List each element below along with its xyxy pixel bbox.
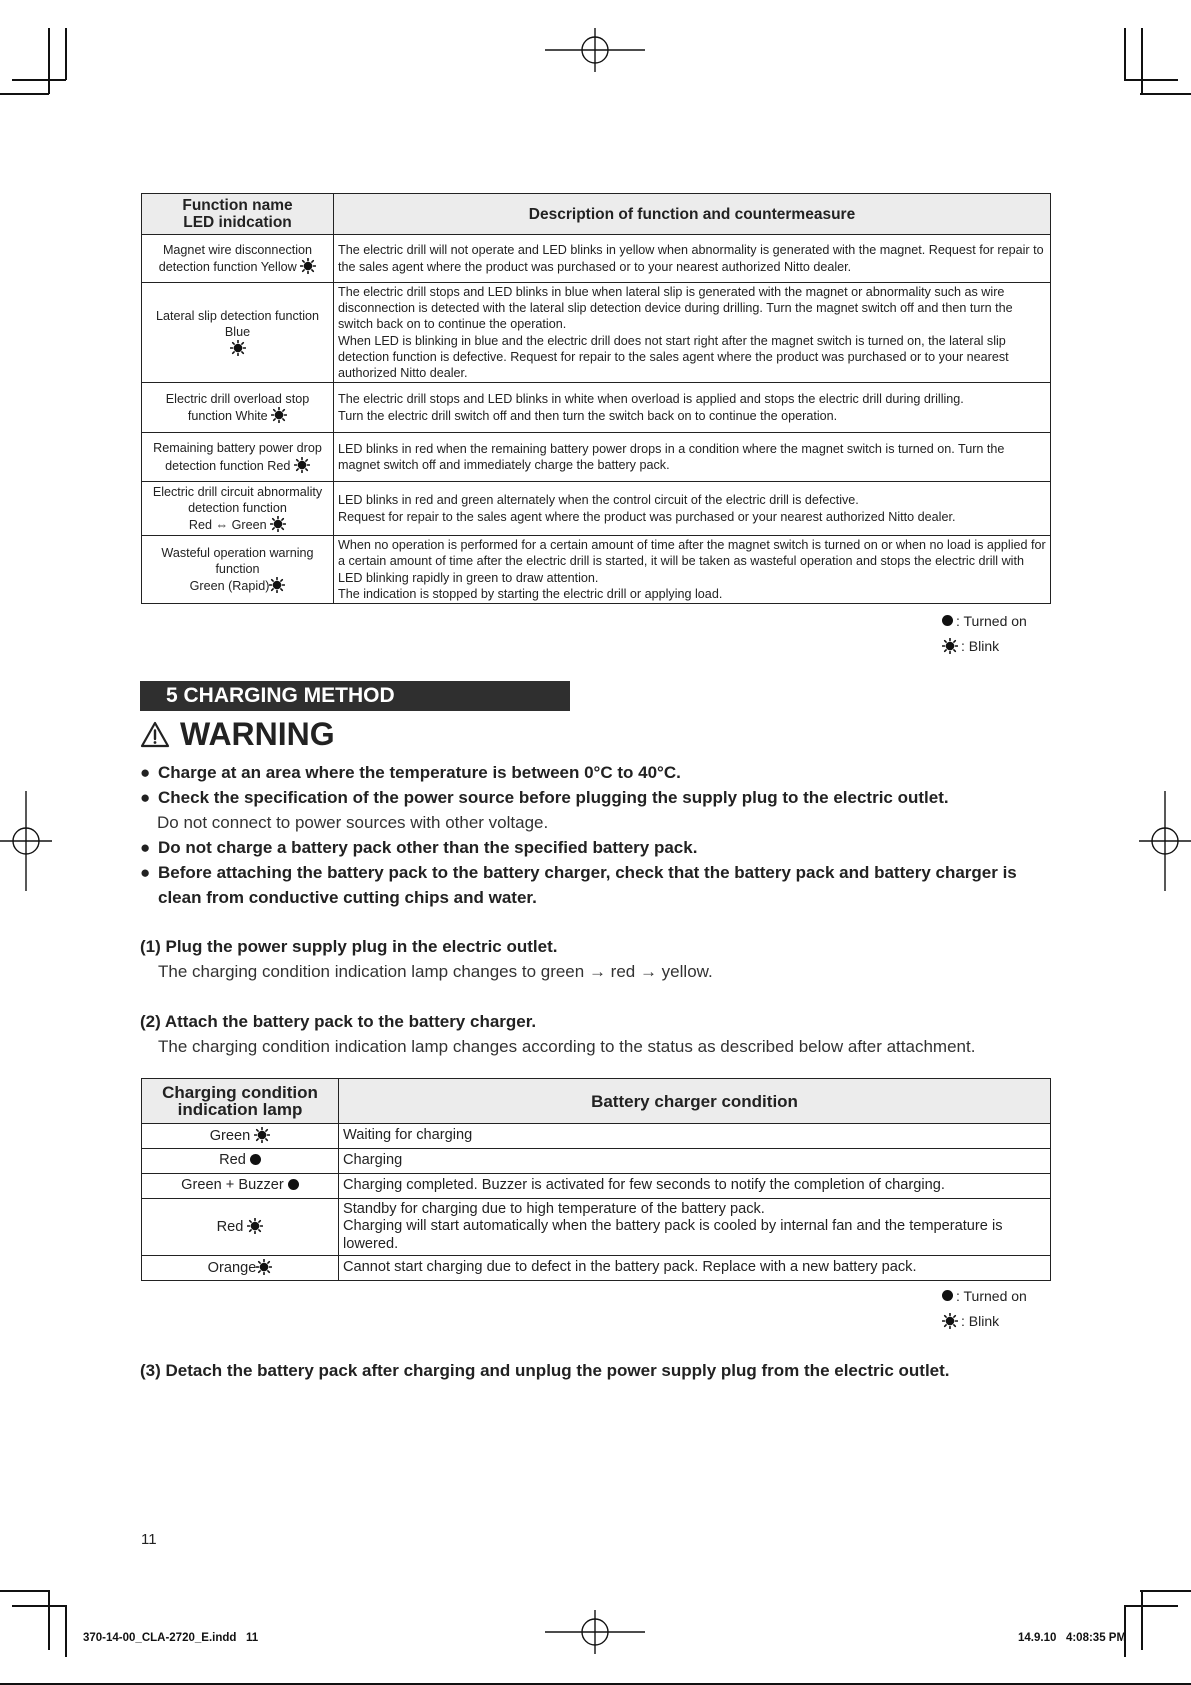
section-heading: 5 CHARGING METHOD bbox=[140, 681, 570, 711]
function-name-cell: Remaining battery power drop detection function Red bbox=[142, 433, 334, 482]
registration-mark-right bbox=[1139, 791, 1191, 891]
description-cell: The electric drill will not operate and LED blinks in yellow when abnormality is generated with the magnet. Request for repair to the sales agent where the product was purchased or to your nearest authorized Nitto dealer. bbox=[334, 235, 1051, 283]
table-row bbox=[142, 235, 1051, 283]
turned-on-icon bbox=[942, 615, 953, 626]
warning-bullet: ● Charge at an area where the temperature is between 0°C to 40°C. bbox=[140, 763, 681, 782]
table-row bbox=[142, 433, 1051, 482]
condition-cell: Waiting for charging bbox=[339, 1124, 1051, 1149]
blink-icon bbox=[254, 1127, 270, 1143]
lamp-cell: Green bbox=[142, 1124, 339, 1149]
registration-mark-bottom bbox=[545, 1610, 645, 1654]
step-1: (1) Plug the power supply plug in the electric outlet. bbox=[140, 937, 558, 956]
table-row bbox=[142, 1149, 1051, 1174]
blink-icon bbox=[230, 340, 246, 356]
description-cell: The electric drill stops and LED blinks in white when overload is applied and stops the electric drill during drilling. Turn the electric drill switch off and then turn the switch back on to continue the operation. bbox=[334, 383, 1051, 433]
lamp-cell: Red bbox=[142, 1199, 339, 1256]
condition-cell: Cannot start charging due to defect in the battery pack. Replace with a new battery pack. bbox=[339, 1256, 1051, 1281]
file-slug: 370-14-00_CLA-2720_E.indd 11 bbox=[83, 1632, 259, 1644]
registration-mark-top bbox=[545, 28, 645, 72]
legend-label: : Turned on bbox=[956, 612, 1027, 629]
function-name-cell: Lateral slip detection function Blue bbox=[142, 283, 334, 383]
blink-icon bbox=[256, 1259, 272, 1275]
header-charger-condition: Battery charger condition bbox=[339, 1079, 1051, 1124]
table-row bbox=[142, 1199, 1051, 1256]
blink-icon bbox=[271, 407, 287, 423]
condition-cell: Charging bbox=[339, 1149, 1051, 1174]
header-lamp: Charging condition indication lamp bbox=[142, 1079, 339, 1124]
description-cell: The electric drill stops and LED blinks in blue when lateral slip is generated with the magnet or abnormality such as wire disconnection is detected with the lateral slip detection device during drilling. Turn the magnet switch off and then turn the switch back on to continue the operation. When LED is blinking in blue and the electric drill does not start right after the magnet switch is turned on, the lateral slip detection function is defective. Request for repair to the sales agent where the product was purchased or to your nearest authorized Nitto dealer. bbox=[334, 283, 1051, 383]
function-name-cell: Magnet wire disconnection detection function Yellow bbox=[142, 235, 334, 283]
table-row bbox=[142, 383, 1051, 433]
lamp-cell: Orange bbox=[142, 1256, 339, 1281]
legend-blink bbox=[942, 1308, 1027, 1333]
header-description: Description of function and countermeasure bbox=[334, 194, 1051, 235]
table-row bbox=[142, 536, 1051, 604]
warning-bullet: ● Check the specification of the power source before plugging the supply plug to the electric outlet. bbox=[140, 788, 949, 807]
table-row bbox=[142, 1256, 1051, 1281]
function-name-cell: Electric drill circuit abnormality detection function Red ⇔ Green bbox=[142, 482, 334, 536]
lamp-cell: Green + Buzzer bbox=[142, 1174, 339, 1199]
function-name-cell: Wasteful operation warning function Green (Rapid) bbox=[142, 536, 334, 604]
legend-label: : Turned on bbox=[956, 1287, 1027, 1304]
warning-heading bbox=[140, 714, 335, 754]
description-cell: LED blinks in red when the remaining battery power drops in a condition where the magnet switch is turned on. Turn the magnet switch off and immediately charge the battery pack. bbox=[334, 433, 1051, 482]
charging-condition-table bbox=[141, 1078, 1051, 1281]
led-function-table bbox=[141, 193, 1051, 604]
legend-1 bbox=[942, 608, 1027, 658]
legend-2 bbox=[942, 1283, 1027, 1333]
turned-on-icon bbox=[250, 1154, 261, 1165]
warning-note: Do not connect to power sources with other voltage. bbox=[157, 813, 549, 832]
step-2-note: The charging condition indication lamp changes according to the status as described below after attachment. bbox=[158, 1037, 976, 1056]
lamp-cell: Red bbox=[142, 1149, 339, 1174]
table-row bbox=[142, 482, 1051, 536]
blink-icon bbox=[269, 577, 285, 593]
blink-icon bbox=[247, 1218, 263, 1234]
table-row bbox=[142, 283, 1051, 383]
blink-icon bbox=[270, 516, 286, 532]
step-1-note: The charging condition indication lamp changes to green → red → yellow. bbox=[158, 962, 713, 981]
description-cell: LED blinks in red and green alternately when the control circuit of the electric drill is defective. Request for repair to the sales agent where the product was purchased or your nearest authorized Nitto dealer. bbox=[334, 482, 1051, 536]
warning-triangle-icon bbox=[140, 721, 170, 748]
warning-bullet: ● Do not charge a battery pack other than the specified battery pack. bbox=[140, 838, 698, 857]
legend-turned-on bbox=[942, 608, 1027, 633]
step-3: (3) Detach the battery pack after charging and unplug the power supply plug from the electric outlet. bbox=[140, 1361, 950, 1380]
blink-icon bbox=[294, 457, 310, 473]
header-function-name: Function name LED inidcation bbox=[142, 194, 334, 235]
legend-label: : Blink bbox=[961, 637, 1000, 654]
legend-label: : Blink bbox=[961, 1312, 1000, 1329]
condition-cell: Standby for charging due to high temperature of the battery pack. Charging will start automatically when the battery pack is cooled by internal fan and the temperature is lowered. bbox=[339, 1199, 1051, 1256]
table-header bbox=[142, 1079, 1051, 1124]
table-row bbox=[142, 1124, 1051, 1149]
blink-icon bbox=[942, 638, 958, 654]
function-name-cell: Electric drill overload stop function White bbox=[142, 383, 334, 433]
page-number: 11 bbox=[141, 1531, 157, 1548]
turned-on-icon bbox=[288, 1179, 299, 1190]
warning-bullet-continued: clean from conductive cutting chips and water. bbox=[158, 888, 537, 907]
step-2: (2) Attach the battery pack to the battery charger. bbox=[140, 1012, 537, 1031]
legend-turned-on bbox=[942, 1283, 1027, 1308]
legend-blink bbox=[942, 633, 1027, 658]
warning-title: WARNING bbox=[180, 716, 335, 752]
table-row bbox=[142, 1174, 1051, 1199]
blink-icon bbox=[942, 1313, 958, 1329]
registration-mark-left bbox=[0, 791, 52, 891]
turned-on-icon bbox=[942, 1290, 953, 1301]
print-timestamp: 14.9.10 4:08:35 PM bbox=[1018, 1632, 1127, 1644]
warning-bullet: ● Before attaching the battery pack to the battery charger, check that the battery pack and battery charger is bbox=[140, 863, 1017, 882]
condition-cell: Charging completed. Buzzer is activated for few seconds to notify the completion of charging. bbox=[339, 1174, 1051, 1199]
blink-icon bbox=[300, 258, 316, 274]
table-header bbox=[142, 194, 1051, 235]
description-cell: When no operation is performed for a certain amount of time after the magnet switch is turned on or when no load is applied for a certain amount of time after the electric drill is started, it will be taken as wasteful operation and stops the electric drill with LED blinking rapidly in green to draw attention. The indication is stopped by starting the electric drill or applying load. bbox=[334, 536, 1051, 604]
